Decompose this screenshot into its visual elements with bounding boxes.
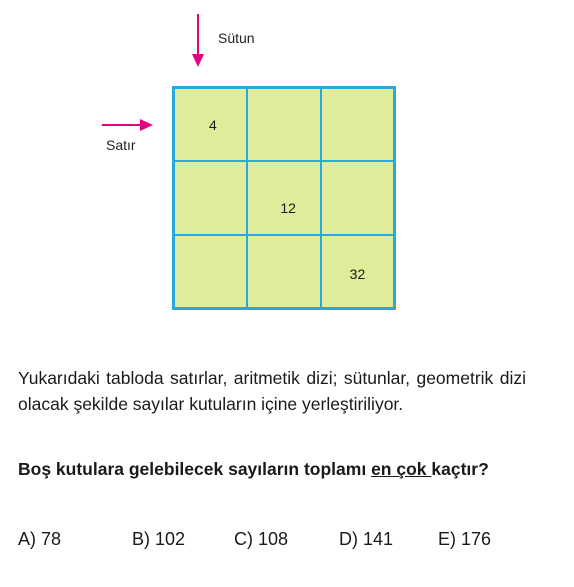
- cell-value: 12: [280, 200, 296, 217]
- option-a[interactable]: A) 78: [18, 529, 62, 549]
- row-label: Satır: [106, 137, 136, 153]
- option-b[interactable]: B) 102: [132, 529, 186, 549]
- row-arrow-icon: [102, 118, 154, 132]
- grid-cell-r1-c2: [247, 88, 320, 161]
- grid-cell-r1-c1: [174, 88, 247, 161]
- cell-value: 4: [209, 117, 217, 133]
- question-text: [18, 456, 526, 482]
- grid-cell-r1-c3: [321, 88, 394, 161]
- column-arrow-icon: [190, 14, 206, 68]
- grid-cell-r2-c1: [174, 161, 247, 234]
- column-label: Sütun: [218, 30, 255, 46]
- option-c[interactable]: C) 108: [234, 529, 289, 549]
- grid-cell-r3-c2: [247, 235, 320, 308]
- number-grid: [172, 86, 396, 310]
- option-d[interactable]: D) 141: [339, 529, 394, 549]
- grid-cell-r3-c1: [174, 235, 247, 308]
- question-emphasis: en çok: [371, 459, 432, 479]
- question-end: kaçtır?: [431, 459, 489, 479]
- grid-cell-r2-c3: [321, 161, 394, 234]
- cell-value: 32: [349, 265, 366, 282]
- question-start: Boş kutulara gelebilecek sayıların toplamı: [18, 459, 372, 479]
- option-e[interactable]: E) 176: [438, 529, 492, 549]
- problem-text: Yukarıdaki tabloda satırlar, aritmetik dizi; sütunlar, geometrik dizi olacak şekilde sayılar kutuların içine yerleştiriliyor.: [18, 368, 526, 414]
- grid-cell-r3-c3: [321, 235, 394, 308]
- grid-cell-r2-c2: [247, 161, 320, 234]
